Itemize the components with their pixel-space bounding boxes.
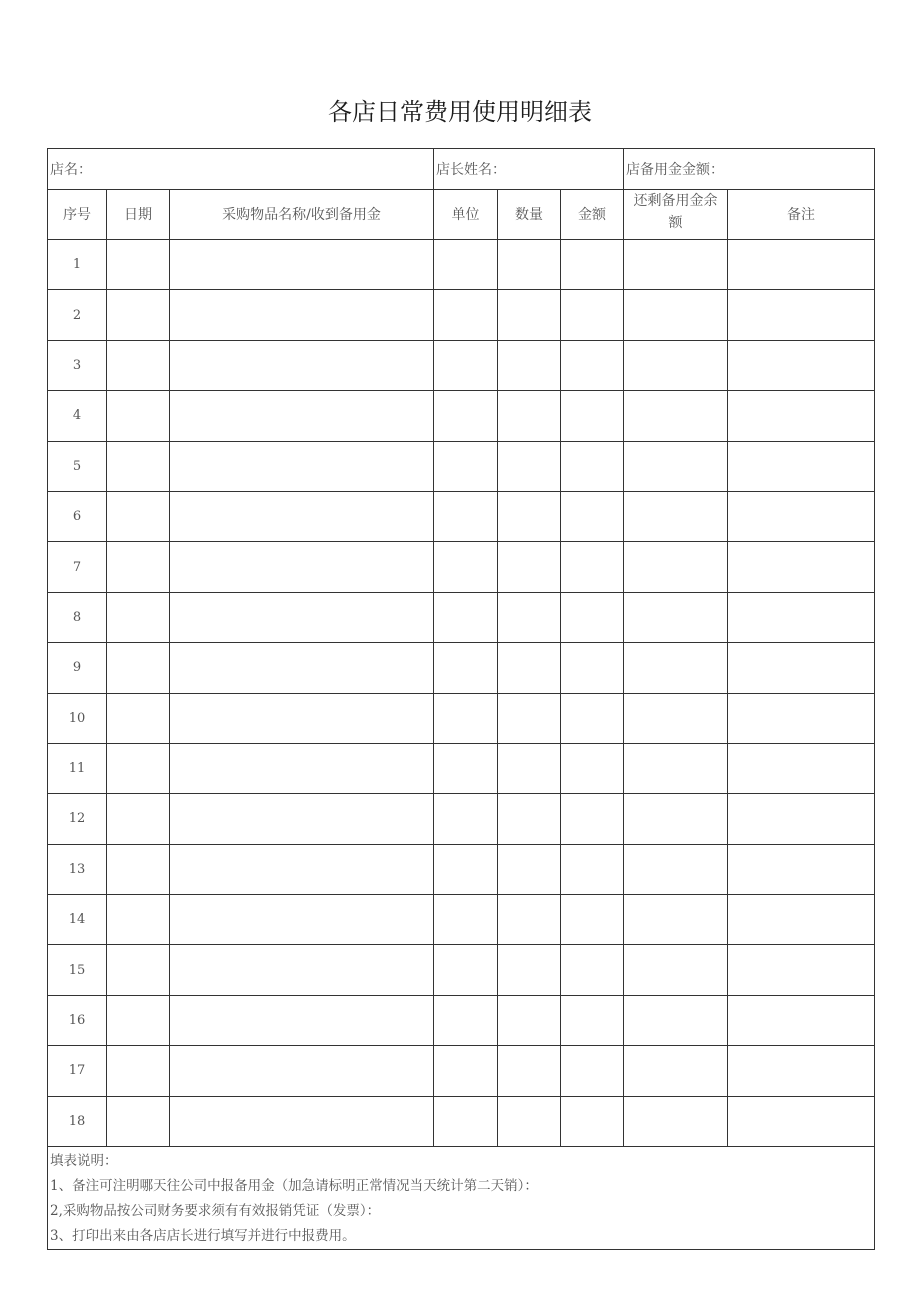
- cell-date[interactable]: [107, 391, 170, 441]
- cell-remark[interactable]: [728, 391, 875, 441]
- cell-item[interactable]: [170, 391, 434, 441]
- table-row: [48, 441, 875, 491]
- cell-amount[interactable]: [561, 491, 624, 541]
- cell-qty[interactable]: [498, 794, 561, 844]
- header-seq: 序号: [48, 190, 107, 240]
- header-remark: 备注: [728, 190, 875, 240]
- cell-date[interactable]: [107, 794, 170, 844]
- header-qty: 数量: [498, 190, 561, 240]
- cell-remark[interactable]: [728, 542, 875, 592]
- cell-balance[interactable]: [624, 693, 728, 743]
- row-number: 17: [48, 1046, 107, 1096]
- row-number: 8: [48, 592, 107, 642]
- cell-item[interactable]: [170, 995, 434, 1045]
- petty-cash-amount-field[interactable]: [624, 149, 875, 190]
- cell-date[interactable]: [107, 945, 170, 995]
- cell-remark[interactable]: [728, 844, 875, 894]
- cell-item[interactable]: [170, 743, 434, 793]
- table-row: [48, 895, 875, 945]
- cell-item[interactable]: [170, 844, 434, 894]
- cell-item[interactable]: [170, 240, 434, 290]
- row-number: 12: [48, 794, 107, 844]
- notes-row: [48, 1147, 875, 1250]
- cell-qty[interactable]: [498, 491, 561, 541]
- cell-item[interactable]: [170, 441, 434, 491]
- cell-amount[interactable]: [561, 290, 624, 340]
- table-row: [48, 945, 875, 995]
- cell-unit[interactable]: [434, 794, 498, 844]
- cell-unit[interactable]: [434, 1096, 498, 1146]
- cell-remark[interactable]: [728, 945, 875, 995]
- cell-remark[interactable]: [728, 693, 875, 743]
- row-number: 15: [48, 945, 107, 995]
- cell-remark[interactable]: [728, 1096, 875, 1146]
- petty-cash-amount-label: 店备用金金额：: [626, 162, 725, 178]
- cell-amount[interactable]: [561, 693, 624, 743]
- table-row: [48, 643, 875, 693]
- note-line-1: 1、备注可注明哪天往公司中报备用金（加急请标明正常情况当天统计第二天销）：: [50, 1178, 538, 1195]
- cell-item[interactable]: [170, 1046, 434, 1096]
- cell-qty[interactable]: [498, 895, 561, 945]
- cell-unit[interactable]: [434, 844, 498, 894]
- cell-item[interactable]: [170, 643, 434, 693]
- cell-amount[interactable]: [561, 794, 624, 844]
- cell-item[interactable]: [170, 693, 434, 743]
- cell-remark[interactable]: [728, 290, 875, 340]
- cell-balance[interactable]: [624, 391, 728, 441]
- cell-item[interactable]: [170, 794, 434, 844]
- table-row: [48, 491, 875, 541]
- cell-unit[interactable]: [434, 1046, 498, 1096]
- table-row: [48, 240, 875, 290]
- cell-balance[interactable]: [624, 592, 728, 642]
- row-number: 7: [48, 542, 107, 592]
- cell-date[interactable]: [107, 743, 170, 793]
- cell-remark[interactable]: [728, 794, 875, 844]
- cell-unit[interactable]: [434, 491, 498, 541]
- cell-unit[interactable]: [434, 441, 498, 491]
- manager-name-label: 店长姓名：: [436, 162, 506, 178]
- cell-remark[interactable]: [728, 743, 875, 793]
- cell-qty[interactable]: [498, 240, 561, 290]
- table-row: [48, 542, 875, 592]
- cell-balance[interactable]: [624, 340, 728, 390]
- table-row: [48, 794, 875, 844]
- row-number: 5: [48, 441, 107, 491]
- cell-amount[interactable]: [561, 542, 624, 592]
- cell-amount[interactable]: [561, 592, 624, 642]
- header-balance: [624, 190, 728, 240]
- cell-unit[interactable]: [434, 391, 498, 441]
- cell-remark[interactable]: [728, 491, 875, 541]
- cell-unit[interactable]: [434, 290, 498, 340]
- row-number: 14: [48, 895, 107, 945]
- row-number: 9: [48, 643, 107, 693]
- cell-qty[interactable]: [498, 844, 561, 894]
- header-date: 日期: [107, 190, 170, 240]
- cell-amount[interactable]: [561, 844, 624, 894]
- cell-qty[interactable]: [498, 693, 561, 743]
- cell-date[interactable]: [107, 693, 170, 743]
- cell-amount[interactable]: [561, 995, 624, 1045]
- cell-remark[interactable]: [728, 441, 875, 491]
- store-name-field[interactable]: [48, 149, 434, 190]
- cell-amount[interactable]: [561, 240, 624, 290]
- cell-remark[interactable]: [728, 643, 875, 693]
- cell-date[interactable]: [107, 290, 170, 340]
- cell-amount[interactable]: [561, 945, 624, 995]
- cell-qty[interactable]: [498, 995, 561, 1045]
- cell-item[interactable]: [170, 542, 434, 592]
- cell-date[interactable]: [107, 643, 170, 693]
- cell-qty[interactable]: [498, 743, 561, 793]
- cell-date[interactable]: [107, 441, 170, 491]
- cell-date[interactable]: [107, 491, 170, 541]
- row-number: 3: [48, 340, 107, 390]
- cell-qty[interactable]: [498, 1096, 561, 1146]
- cell-amount[interactable]: [561, 643, 624, 693]
- cell-unit[interactable]: [434, 743, 498, 793]
- info-row: [48, 149, 875, 190]
- cell-remark[interactable]: [728, 995, 875, 1045]
- cell-balance[interactable]: [624, 542, 728, 592]
- row-number: 4: [48, 391, 107, 441]
- cell-qty[interactable]: [498, 643, 561, 693]
- cell-date[interactable]: [107, 240, 170, 290]
- table-row: [48, 592, 875, 642]
- cell-qty[interactable]: [498, 1046, 561, 1096]
- cell-balance[interactable]: [624, 1046, 728, 1096]
- cell-item[interactable]: [170, 340, 434, 390]
- cell-unit[interactable]: [434, 542, 498, 592]
- table-row: [48, 844, 875, 894]
- cell-remark[interactable]: [728, 240, 875, 290]
- table-row: [48, 743, 875, 793]
- row-number: 11: [48, 743, 107, 793]
- cell-item[interactable]: [170, 290, 434, 340]
- cell-unit[interactable]: [434, 945, 498, 995]
- cell-balance[interactable]: [624, 240, 728, 290]
- table-row: [48, 995, 875, 1045]
- cell-unit[interactable]: [434, 995, 498, 1045]
- cell-date[interactable]: [107, 1096, 170, 1146]
- note-line-3: 3、打印出来由各店店长进行填写并进行中报费用。: [50, 1228, 356, 1245]
- cell-unit[interactable]: [434, 693, 498, 743]
- cell-balance[interactable]: [624, 441, 728, 491]
- cell-qty[interactable]: [498, 391, 561, 441]
- cell-date[interactable]: [107, 340, 170, 390]
- row-number: 6: [48, 491, 107, 541]
- cell-qty[interactable]: [498, 340, 561, 390]
- cell-item[interactable]: [170, 895, 434, 945]
- cell-amount[interactable]: [561, 743, 624, 793]
- cell-date[interactable]: [107, 1046, 170, 1096]
- cell-remark[interactable]: [728, 895, 875, 945]
- cell-qty[interactable]: [498, 290, 561, 340]
- cell-remark[interactable]: [728, 340, 875, 390]
- table-row: [48, 290, 875, 340]
- cell-unit[interactable]: [434, 240, 498, 290]
- cell-balance[interactable]: [624, 743, 728, 793]
- cell-unit[interactable]: [434, 340, 498, 390]
- cell-date[interactable]: [107, 844, 170, 894]
- cell-amount[interactable]: [561, 340, 624, 390]
- cell-date[interactable]: [107, 542, 170, 592]
- cell-balance[interactable]: [624, 945, 728, 995]
- row-number: 18: [48, 1096, 107, 1146]
- cell-unit[interactable]: [434, 643, 498, 693]
- row-number: 16: [48, 995, 107, 1045]
- header-amount: 金额: [561, 190, 624, 240]
- cell-balance[interactable]: [624, 643, 728, 693]
- cell-remark[interactable]: [728, 1046, 875, 1096]
- note-line-2: 2,采购物品按公司财务要求须有有效报销凭证（发票）：: [50, 1203, 381, 1220]
- cell-qty[interactable]: [498, 945, 561, 995]
- table-row: [48, 340, 875, 390]
- cell-item[interactable]: [170, 592, 434, 642]
- cell-balance[interactable]: [624, 844, 728, 894]
- cell-date[interactable]: [107, 995, 170, 1045]
- cell-balance[interactable]: [624, 895, 728, 945]
- table-row: [48, 1096, 875, 1146]
- column-header-row: [48, 190, 875, 240]
- cell-balance[interactable]: [624, 290, 728, 340]
- cell-item[interactable]: [170, 945, 434, 995]
- cell-date[interactable]: [107, 592, 170, 642]
- cell-remark[interactable]: [728, 592, 875, 642]
- cell-qty[interactable]: [498, 441, 561, 491]
- header-item: 采购物品名称/收到备用金: [170, 190, 434, 240]
- row-number: 2: [48, 290, 107, 340]
- cell-balance[interactable]: [624, 491, 728, 541]
- cell-amount[interactable]: [561, 1046, 624, 1096]
- store-name-label: 店名：: [50, 162, 92, 178]
- page-title: 各店日常费用使用明细表: [328, 98, 592, 126]
- cell-date[interactable]: [107, 895, 170, 945]
- fill-instructions: [48, 1147, 875, 1250]
- cell-unit[interactable]: [434, 592, 498, 642]
- cell-item[interactable]: [170, 491, 434, 541]
- cell-balance[interactable]: [624, 995, 728, 1045]
- cell-amount[interactable]: [561, 391, 624, 441]
- manager-name-field[interactable]: [434, 149, 624, 190]
- header-balance-label: 还剩备用金余额: [633, 192, 718, 231]
- cell-amount[interactable]: [561, 1096, 624, 1146]
- cell-balance[interactable]: [624, 794, 728, 844]
- table-row: [48, 1046, 875, 1096]
- expense-detail-table: [47, 148, 875, 1250]
- cell-amount[interactable]: [561, 895, 624, 945]
- row-number: 13: [48, 844, 107, 894]
- row-number: 1: [48, 240, 107, 290]
- cell-item[interactable]: [170, 1096, 434, 1146]
- table-row: [48, 391, 875, 441]
- cell-qty[interactable]: [498, 592, 561, 642]
- cell-balance[interactable]: [624, 1096, 728, 1146]
- cell-amount[interactable]: [561, 441, 624, 491]
- row-number: 10: [48, 693, 107, 743]
- cell-unit[interactable]: [434, 895, 498, 945]
- cell-qty[interactable]: [498, 542, 561, 592]
- header-unit: 单位: [434, 190, 498, 240]
- table-row: [48, 693, 875, 743]
- notes-heading: 填表说明：: [50, 1153, 118, 1170]
